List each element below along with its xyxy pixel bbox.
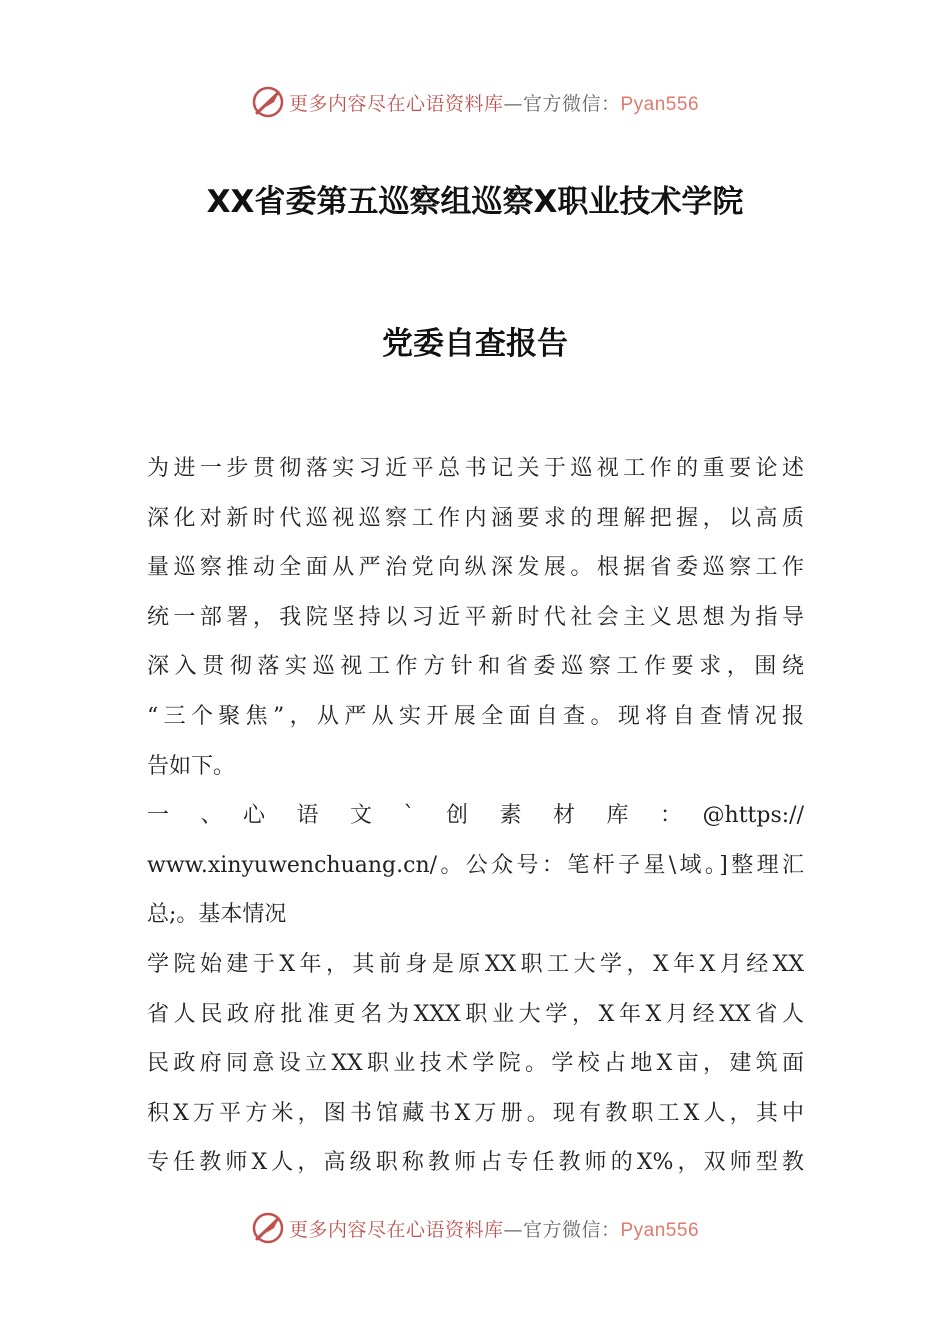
banner-separator: — (503, 92, 523, 115)
banner-separator: — (503, 1218, 523, 1241)
body-line: 深化对新时代巡视巡察工作内涵要求的理解把握，以高质 (147, 505, 804, 531)
section-heading: 总;。基本情况 (147, 902, 287, 928)
banner-label: 官方微信： (522, 92, 621, 115)
body-line: 深入贯彻落实巡视工作方针和省委巡察工作要求，围绕 (147, 654, 804, 680)
banner-wechat-id: Pyan556 (620, 93, 700, 115)
body-line: 为进一步贯彻落实习近平总书记关于巡视工作的重要论述 (147, 456, 804, 481)
quill-logo-icon (251, 85, 285, 119)
body-line: 量巡察推动全面从严治党向纵深发展。根据省委巡察工作 (147, 555, 804, 581)
body-line: 学院始建于X年，其前身是原XX职工大学，X年X月经XX (147, 951, 804, 977)
banner-label: 官方微信： (522, 1218, 621, 1241)
body-line: “三个聚焦”，从严从实开展全面自查。现将自查情况报 (147, 703, 804, 729)
banner-brand-text: 更多内容尽在心语资料库 (288, 92, 504, 115)
body-line: 民政府同意设立XX职业技术学院。学校占地X亩，建筑面 (147, 1051, 804, 1077)
document-title-line-1: XX省委第五巡察组巡察X职业技术学院 (206, 184, 744, 220)
document-title-line-2: 党委自查报告 (382, 326, 568, 362)
body-line: 专任教师X人，高级职称教师占专任教师的X%，双师型教 (147, 1150, 804, 1176)
document-body (147, 444, 804, 1188)
body-line: www.xinyuwenchuang.cn/。公众号：笔杆子星\域。]整理汇 (147, 852, 804, 878)
body-line: 告如下。 (147, 753, 236, 779)
footer-watermark-banner (0, 1208, 950, 1248)
quill-logo-icon (251, 1211, 285, 1245)
body-line: 省人民政府批准更名为XXX职业大学，X年X月经XX省人 (147, 1001, 804, 1027)
banner-brand-text: 更多内容尽在心语资料库 (288, 1218, 504, 1241)
body-line: 积X万平方米，图书馆藏书X万册。现有教职工X人，其中 (147, 1100, 804, 1126)
body-line: 统一部署，我院坚持以习近平新时代社会主义思想为指导 (147, 604, 804, 630)
body-line: 一 、 心 语 文 ` 创 素 材 库 ： @https:// (147, 803, 804, 829)
banner-wechat-id: Pyan556 (620, 1219, 700, 1241)
header-watermark-banner (0, 82, 950, 122)
